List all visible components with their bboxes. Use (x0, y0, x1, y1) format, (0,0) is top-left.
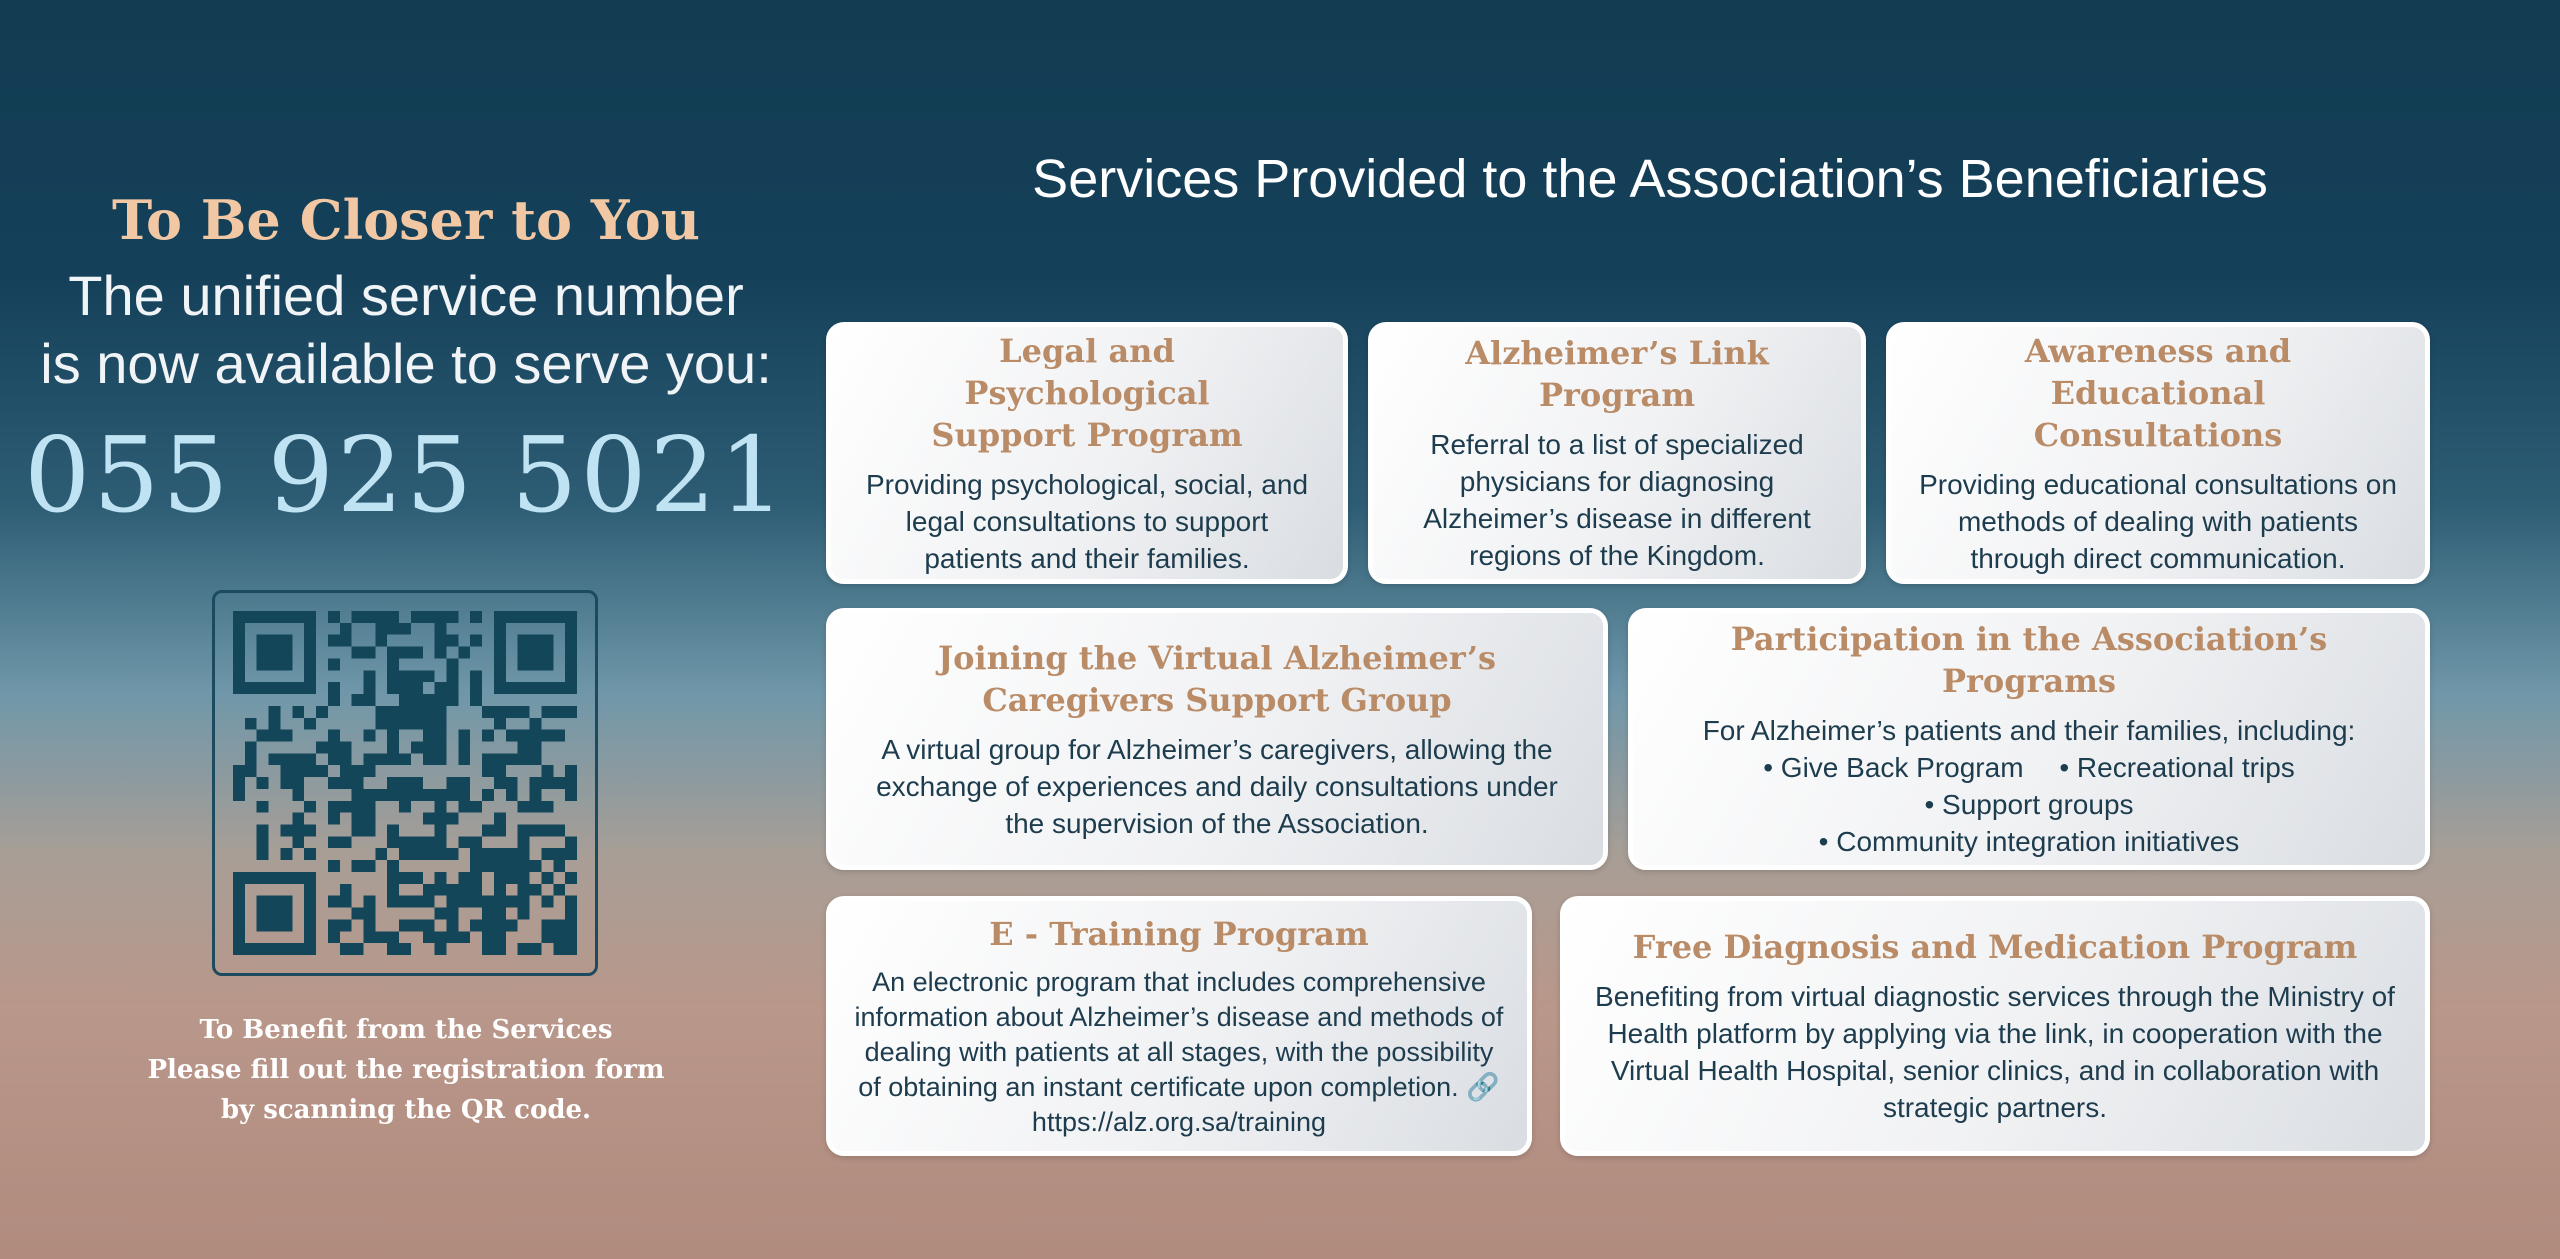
benefit-line-1: To Benefit from the Services (199, 1015, 613, 1045)
card-free-diagnosis (1560, 896, 2430, 1156)
training-link[interactable]: https://alz.org.sa/training (1031, 1106, 1327, 1137)
training-description: An electronic program that includes comprehensive information about Alzheimer’s disease and methods of dealing with patients at all stages, with the possibility of obtaining an instant certificate upon completion. (854, 966, 1504, 1102)
card-description: Referral to a list of specialized physicians for diagnosing Alzheimer’s disease in different regions of the Kingdom. (1423, 429, 1811, 571)
card-title: Alzheimer’s Link Program (1465, 334, 1769, 414)
unified-service-text (0, 262, 812, 398)
qr-code-icon[interactable] (233, 611, 577, 955)
benefit-line-3: by scanning the QR code. (220, 1095, 592, 1125)
card-title: Participation in the Association’s Programs (1730, 620, 2328, 700)
unified-line-2: is now available to serve you: (40, 332, 772, 395)
registration-instructions (0, 1010, 812, 1130)
tagline: To Be Closer to You (111, 188, 700, 252)
card-title: Awareness and Educational Consultations (2024, 331, 2292, 454)
bullet-give-back: • Give Back Program (1763, 752, 2024, 783)
card-participation-programs (1628, 608, 2430, 870)
card-legal-psychological (826, 322, 1348, 584)
card-intro: For Alzheimer’s patients and their families, including: (1702, 715, 2356, 746)
bullet-recreational-trips: • Recreational trips (2059, 752, 2295, 783)
card-e-training (826, 896, 1532, 1156)
card-title: Joining the Virtual Alzheimer’s Caregivers Support Group (937, 638, 1497, 719)
card-description: Providing educational consultations on methods of dealing with patients through direct communication. (1919, 468, 2397, 574)
qr-code-frame[interactable] (212, 590, 598, 976)
card-description: A virtual group for Alzheimer’s caregivers, allowing the exchange of experiences and daily consultations under the supervision of the Association. (876, 733, 1558, 839)
bullet-community-integration: • Community integration initiatives (1818, 826, 2240, 857)
benefit-line-2: Please fill out the registration form (147, 1055, 665, 1085)
program-bullets (1749, 749, 2309, 860)
card-description: Benefiting from virtual diagnostic services through the Ministry of Health platform by applying via the link, in cooperation with the Virtual Health Hospital, senior clinics, and in collaboration with strategic partners. (1595, 981, 2395, 1123)
card-alzheimers-link (1368, 322, 1866, 584)
phone-number[interactable]: 055 925 5021 (24, 414, 788, 536)
card-title: Free Diagnosis and Medication Program (1632, 928, 2358, 966)
card-title: Legal and Psychological Support Program (931, 331, 1243, 454)
services-title: Services Provided to the Association’s Beneficiaries (1032, 149, 2268, 209)
card-virtual-caregivers (826, 608, 1608, 870)
bullet-support-groups: • Support groups (1924, 789, 2134, 820)
contact-panel (0, 0, 820, 1259)
card-description (854, 965, 1504, 1140)
card-title: E - Training Program (989, 914, 1369, 953)
link-icon: 🔗 (1466, 1071, 1500, 1102)
card-description: Providing psychological, social, and legal consultations to support patients and their families. (865, 468, 1309, 574)
card-awareness-educational (1886, 322, 2430, 584)
unified-line-1: The unified service number (68, 264, 744, 327)
